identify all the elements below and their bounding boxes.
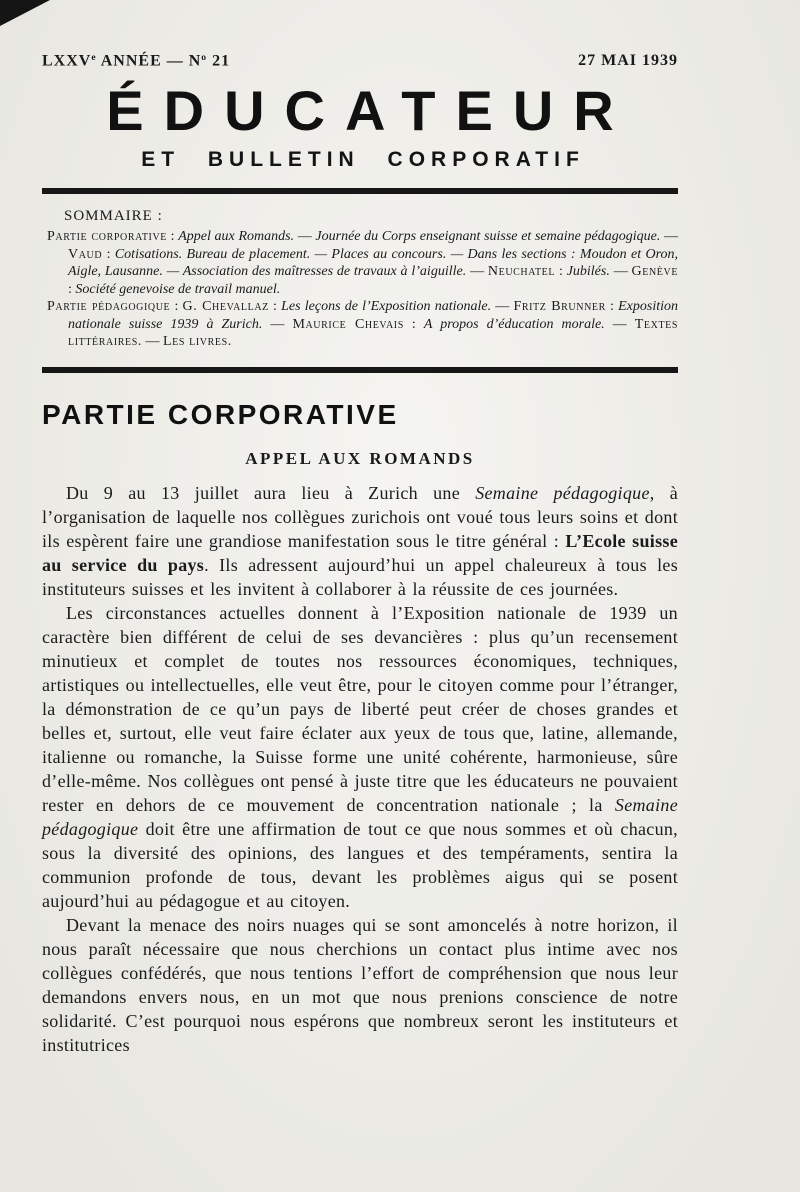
section-title: PARTIE CORPORATIVE xyxy=(42,398,399,430)
issue-number: LXXVe ANNÉE — $N^o$ 21 xyxy=(42,52,231,70)
divider-rule-top xyxy=(42,188,678,194)
journal-subtitle: ET BULLETIN CORPORATIF xyxy=(141,147,585,171)
scan-artifact xyxy=(0,0,50,26)
summary-entry-corporative: Partie corporative : Appel aux Romands. — Journée du Corps enseignant suisse et semaine pédagogique. — Vaud : Cotisations. Bureau de placement. — Places au concours. — Dans les sections : Moudon et Oron, Aigle, Lausanne. — Association des maîtresses de travaux à l’aiguille. — Neuchatel : Jubilés. — Genève : Société genevoise de travail manuel. xyxy=(47,229,679,297)
body-paragraph: Devant la menace des noirs nuages qui se sont amoncelés à notre horizon, il nous paraît nécessaire que nous cherchions un contact plus intime avec nos collègues confédérés, que nous tentions l’effort de compréhension que nous leur demandons envers nous, en un mot que nous prenions conscience de notre solidarité. C’est pourquoi nous espérons que nombreux seront les instituteurs et institutrices xyxy=(42,914,678,1055)
divider-rule-bottom xyxy=(42,367,678,373)
body-paragraph: Du 9 au 13 juillet aura lieu à Zurich une Semaine pédagogique, à l’organisation de laquelle nos collègues zurichois ont voué tous leurs soins et dont ils espèrent faire une grandiose manifestation sous le titre général : L’Ecole suisse au service du pays. Ils adressent aujourd’hui un appel chaleureux à tous les instituteurs suisses et les invitent à collaborer à la réussite de ces journées. xyxy=(42,482,678,599)
summary-entry-pedagogique: Partie pédagogique : G. Chevallaz : Les leçons de l’Exposition nationale. — Fritz Brunner : Exposition nationale suisse 1939 à Zurich. — Maurice Chevais : A propos d’éducation morale. — Textes littéraires. — Les livres. xyxy=(47,299,679,350)
issue-row xyxy=(42,52,678,70)
masthead xyxy=(42,52,678,172)
body-paragraph: Les circonstances actuelles donnent à l’Exposition nationale de 1939 un caractère bien différent de celui de ses devancières : plus qu’un recensement minutieux et complet de toutes nos ressources économiques, techniques, artistiques ou intellectuelles, elle veut être, pour le citoyen comme pour l’étranger, la démonstration de ce qu’un pays de liberté peut créer de choses grandes et belles et, surtout, elle veut faire éclater aux yeux de tous que, latine, allemande, italienne ou romanche, la Suisse forme une unité cohérente, harmonieuse, sûre d’elle-même. Nos collègues ont pensé à juste titre que les éducateurs ne pouvaient rester en dehors de ce mouvement de concentration nationale ; la Semaine pédagogique doit être une affirmation de tout ce que nous sommes et où chacun, sous la diversité des opinions, des langues et des tempéraments, sentira la communion profonde de tous, devant les problèmes aigus qui se posent aujourd’hui au pédagogue et au citoyen. xyxy=(42,602,678,911)
journal-title: ÉDUCATEUR xyxy=(106,79,634,143)
summary-section xyxy=(42,208,678,351)
article-section xyxy=(42,399,678,1057)
summary-label: SOMMAIRE : xyxy=(64,207,163,224)
issue-date: 27 MAI 1939 xyxy=(578,52,678,70)
article-headline: APPEL AUX ROMANDS xyxy=(245,448,475,468)
